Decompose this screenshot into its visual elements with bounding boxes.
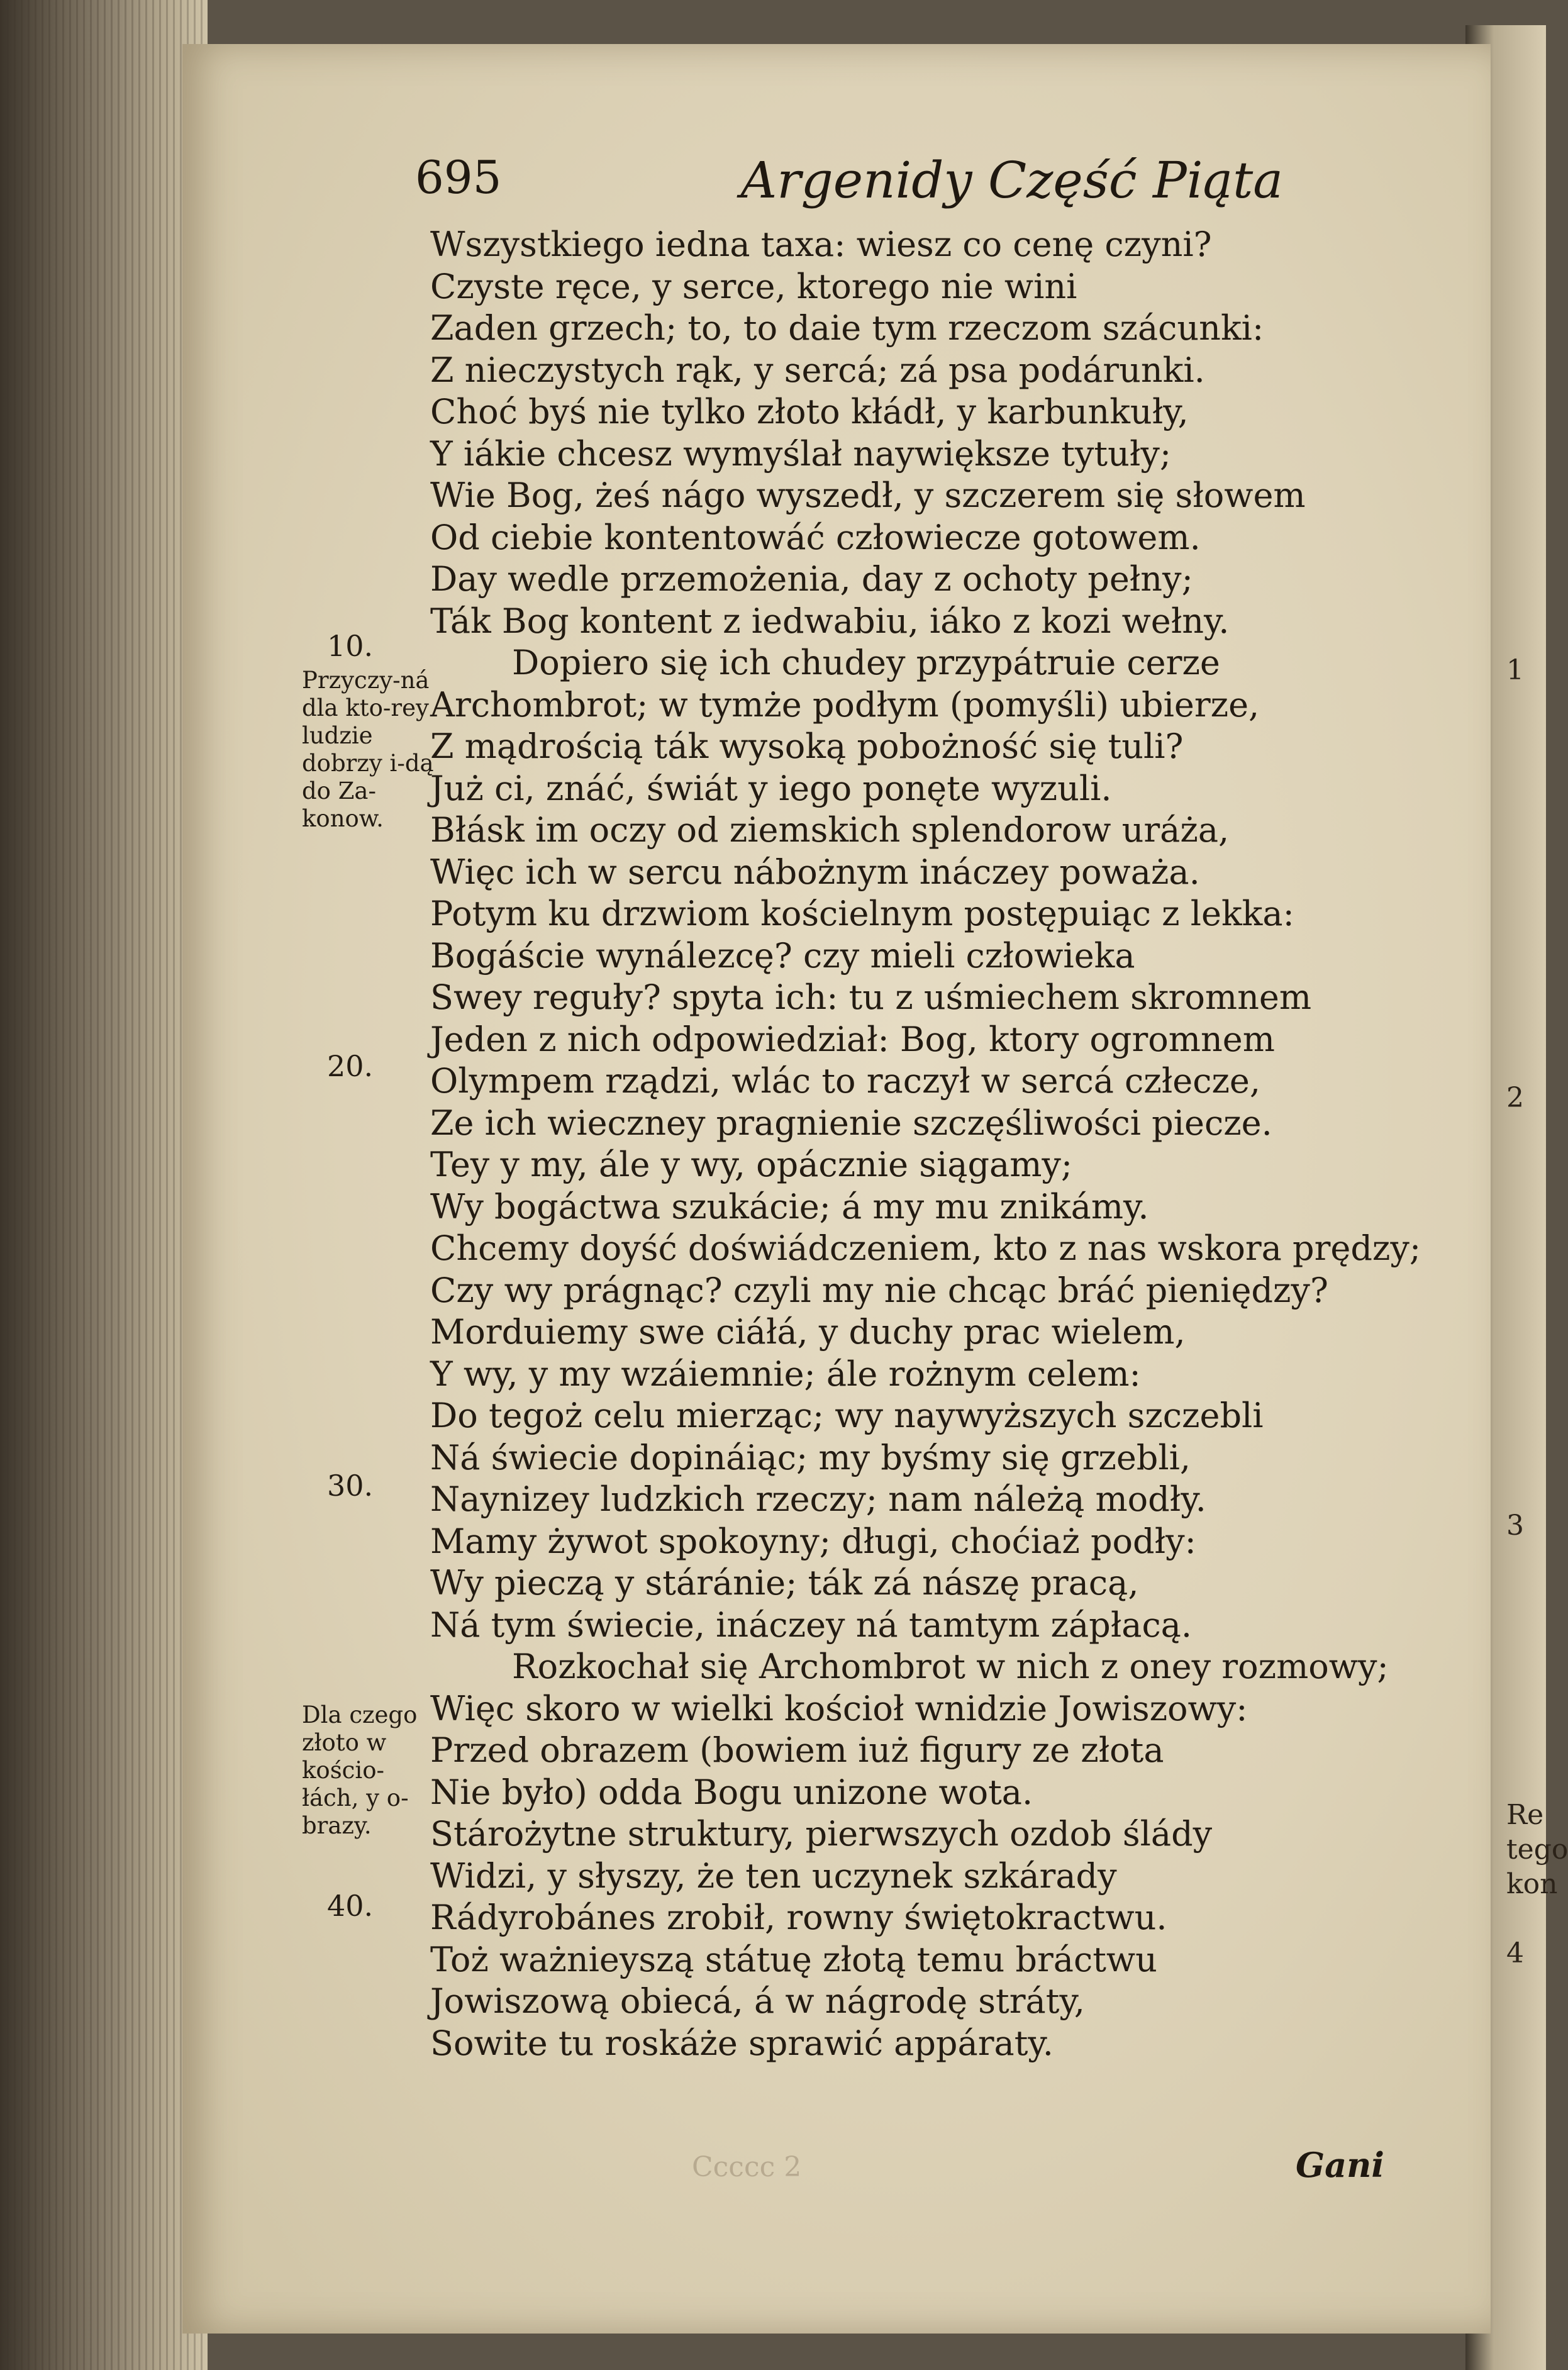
verse-line: Czy wy prágnąc? czyli my nie chcąc bráć pieniędzy? [430,1270,1328,1310]
facing-fragment: kon [1506,1868,1558,1900]
page-header [415,151,1283,214]
running-title: Argenidy Część Piąta [740,151,1283,209]
facing-fragment: 3 [1506,1510,1524,1542]
verse-line: Dopiero się ich chudey przypátruie cerze [512,643,1220,682]
facing-fragment: 1 [1506,654,1524,686]
verse-line: Swey reguły? spyta ich: tu z uśmiechem skromnem [430,977,1312,1017]
verse-line: Więc skoro w wielki kościoł wnidzie Jowiszowy: [430,1688,1248,1728]
verse-line: Wy bogáctwa szukácie; á my mu znikámy. [430,1186,1149,1227]
line-number: 30. [327,1469,374,1503]
page-number: 695 [415,151,502,204]
verse-line: Jowiszową obiecá, á w nágrodę stráty, [430,1981,1085,2021]
line-number: 40. [327,1889,374,1923]
verse-line: Y wy, y my wzáiemnie; ále rożnym celem: [430,1354,1141,1394]
verse-line: Y iákie chcesz wymyślał naywiększe tytuły; [430,433,1172,474]
verse-line: Choć byś nie tylko złoto kłádł, y karbunkuły, [430,392,1189,431]
verse-line: Mamy żywot spokoyny; długi, choćiaż podły: [430,1521,1196,1561]
verse-line: Olympem rządzi, wlác to raczył w sercá człecze, [430,1061,1261,1101]
verse-line: Przed obrazem (bowiem iuż figury ze złota [430,1730,1164,1770]
verse-line: Do tegoż celu mierząc; wy naywyższych szczebli [430,1396,1264,1435]
verse-line: Rádyrobánes zrobił, rowny świętokractwu. [430,1898,1167,1937]
verse-line: Ze ich wieczney pragnienie szczęśliwości piecze. [430,1103,1272,1143]
verse-line: Wy pieczą y stáránie; ták zá nászę pracą, [430,1563,1139,1603]
facing-fragment: tego [1506,1833,1568,1866]
book-page-stack [0,0,208,2370]
verse-line: Jeden z nich odpowiedział: Bog, ktory ogromnem [430,1019,1275,1059]
facing-page-fragments [1506,0,1568,2370]
verse-line: Błásk im oczy od ziemskich splendorow uráża, [430,810,1230,850]
show-through-text: Ccccc 2 [692,2151,802,2183]
verse-line: Czyste ręce, y serce, ktorego nie wini [430,266,1077,306]
verse-line: Sowite tu roskáże sprawić appáraty. [430,2023,1054,2063]
verse-line: Więc ich w sercu nábożnym ináczey poważa. [430,852,1200,892]
catchword: Gani [1296,2145,1384,2185]
facing-fragment: Re [1506,1799,1544,1831]
verse-line: Ná tym świecie, ináczey ná tamtym zápłacą. [430,1605,1193,1645]
verse-line: Morduiemy swe ciáłá, y duchy prac wielem, [430,1312,1186,1352]
verse-line: Ná świecie dopináiąc; my byśmy się grzebli, [430,1437,1191,1477]
line-number: 20. [327,1049,374,1083]
line-number: 10. [327,629,374,663]
verse-line: Nie było) odda Bogu unizone wota. [430,1772,1033,1812]
facing-fragment: 4 [1506,1937,1524,1969]
verse-line: Od ciebie kontentowáć człowiecze gotowem. [430,517,1201,557]
facing-fragment: 2 [1506,1082,1524,1114]
verse-line: Z nieczystych rąk, y sercá; zá psa podárunki. [430,350,1205,390]
verse-line: Stárożytne struktury, pierwszych ozdob ślády [430,1814,1213,1854]
verse-line: Day wedle przemożenia, day z ochoty pełny; [430,559,1193,599]
verse-line: Wie Bog, żeś nágo wyszedł, y szczerem się słowem [430,476,1306,515]
verse-line: Tey y my, ále y wy, opácznie siągamy; [430,1145,1073,1184]
verse-line: Chcemy doyść doświádczeniem, kto z nas wskora prędzy; [430,1228,1421,1268]
verse-line: Widzi, y słyszy, że ten uczynek szkárady [430,1855,1117,1896]
verse-line: Ták Bog kontent z iedwabiu, iáko z kozi wełny. [430,601,1230,641]
verse-line: Naynizey ludzkich rzeczy; nam náleżą modły. [430,1479,1206,1519]
margin-note: Przyczy-ná dla kto-rey ludzie dobrzy i-dą do Za-konow. [302,667,434,832]
verse-line: Z mądrością ták wysoką pobożność się tuli? [430,726,1184,766]
verse-line: Zaden grzech; to, to daie tym rzeczom szácunki: [430,308,1264,348]
verse-line: Archombrot; w tymże podłym (pomyśli) ubierze, [430,684,1260,725]
verse-line: Bogáście wynálezcę? czy mieli człowieka [430,935,1135,976]
verse-line: Już ci, znáć, świát y iego ponęte wyzuli. [430,768,1112,808]
margin-note: Dla czego złoto w kościo-łách, y o-brazy. [302,1701,418,1839]
verse-line: Potym ku drzwiom kościelnym postępuiąc z lekka: [430,894,1294,933]
verse-text [430,224,1421,2064]
verse-line: Toż ważnieyszą státuę złotą temu bráctwu [430,1939,1157,1979]
verse-line: Wszystkiego iedna taxa: wiesz co cenę czyni? [430,225,1212,264]
verse-line: Rozkochał się Archombrot w nich z oney rozmowy; [512,1647,1389,1686]
